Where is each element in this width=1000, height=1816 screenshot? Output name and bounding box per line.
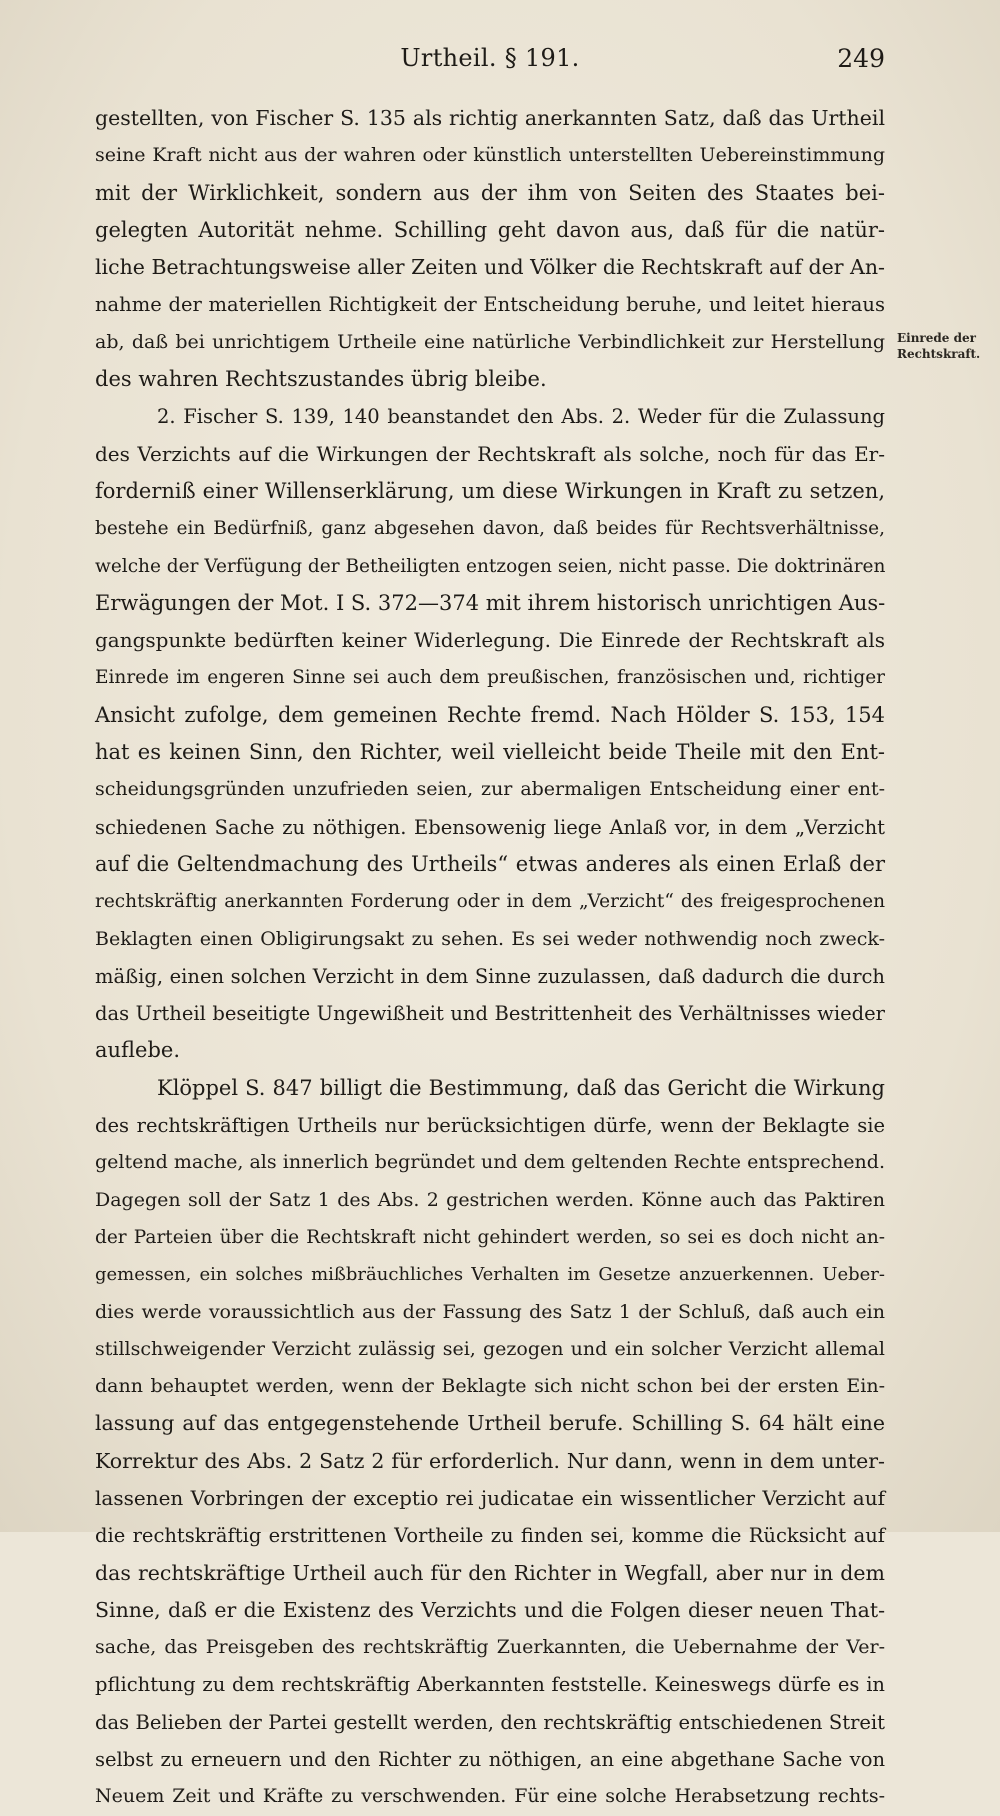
running-title: Urtheil. § 191. — [400, 44, 580, 72]
page-number: 249 — [837, 44, 885, 73]
text-line: sache, das Preisgeben des rechtskräftig Zuerkannten, die Uebernahme der Ver- — [95, 1636, 885, 1659]
text-line: das Belieben der Partei gestellt werden, den rechtskräftig entschiedenen Streit — [95, 1710, 885, 1734]
text-line: des Verzichts auf die Wirkungen der Rechtskraft als solche, noch für das Er- — [95, 441, 885, 466]
text-line: 2. Fischer S. 139, 140 beanstandet den Abs. 2. Weder für die Zulassung — [157, 405, 885, 429]
text-line: Korrektur des Abs. 2 Satz 2 für erforderlich. Nur dann, wenn in dem unter- — [95, 1448, 885, 1473]
text-line: Beklagten einen Obligirungsakt zu sehen. Es sei weder nothwendig noch zweck- — [95, 927, 885, 950]
text-line: bestehe ein Bedürfniß, ganz abgesehen davon, daß beides für Rechtsverhältnisse, — [95, 518, 885, 540]
text-line: ab, daß bei unrichtigem Urtheile eine natürliche Verbindlichkeit zur Herstellung — [95, 330, 885, 353]
text-line: selbst zu erneuern und den Richter zu nöthigen, an eine abgethane Sache von — [95, 1748, 885, 1772]
margin-note-line: Einrede der — [897, 331, 976, 345]
body-text — [95, 100, 885, 1816]
text-line: mit der Wirklichkeit, sondern aus der ihm von Seiten des Staates bei- — [95, 180, 885, 205]
text-line: mäßig, einen solchen Verzicht in dem Sinne zuzulassen, daß dadurch die durch — [95, 964, 885, 988]
text-line: Sinne, daß er die Existenz des Verzichts und die Folgen dieser neuen That- — [95, 1597, 885, 1622]
text-line: der Parteien über die Rechtskraft nicht gehindert werden, so sei es doch nicht an- — [95, 1226, 885, 1248]
text-line: geltend mache, als innerlich begründet und dem geltenden Rechte entsprechend. — [95, 1151, 885, 1174]
text-line: das rechtskräftige Urtheil auch für den Richter in Wegfall, aber nur in dem — [95, 1560, 885, 1585]
text-line: gemessen, ein solches mißbräuchliches Verhalten im Gesetze anzuerkennen. Ueber- — [95, 1264, 885, 1286]
text-line: stillschweigender Verzicht zulässig sei, gezogen und ein solcher Verzicht allemal — [95, 1337, 885, 1360]
text-line: gelegten Autorität nehme. Schilling geht davon aus, daß für die natür- — [95, 217, 885, 242]
text-line: forderniß einer Willenserklärung, um diese Wirkungen in Kraft zu setzen, — [95, 478, 885, 503]
text-line: welche der Verfügung der Betheiligten entzogen seien, nicht passe. Die doktrinären — [95, 555, 886, 577]
text-line: das Urtheil beseitigte Ungewißheit und Bestrittenheit des Verhältnisses wieder — [95, 1002, 885, 1026]
text-line: pflichtung zu dem rechtskräftig Aberkannten feststelle. Keineswegs dürfe es in — [95, 1673, 885, 1697]
text-line: schiedenen Sache zu nöthigen. Ebensowenig liege Anlaß vor, in dem „Verzicht — [95, 815, 885, 839]
text-line: Dagegen soll der Satz 1 des Abs. 2 gestrichen werden. Könne auch das Paktiren — [95, 1188, 885, 1211]
text-line: dann behauptet werden, wenn der Beklagte sich nicht schon bei der ersten Ein- — [95, 1375, 885, 1398]
text-line: seine Kraft nicht aus der wahren oder künstlich unterstellten Uebereinstimmung — [95, 144, 885, 167]
text-line: Klöppel S. 847 billigt die Bestimmung, daß das Gericht die Wirkung — [157, 1075, 885, 1100]
text-line: rechtskräftig anerkannten Forderung oder in dem „Verzicht“ des freigesprochenen — [95, 891, 885, 913]
text-line: lassenen Vorbringen der exceptio rei judicatae ein wissentlicher Verzicht auf — [95, 1485, 885, 1510]
text-line: dies werde voraussichtlich aus der Fassung des Satz 1 der Schluß, daß auch ein — [95, 1300, 885, 1323]
text-line: auf die Geltendmachung des Urtheils“ etwas anderes als einen Erlaß der — [95, 851, 885, 876]
text-line: Ansicht zufolge, dem gemeinen Rechte fremd. Nach Hölder S. 153, 154 — [95, 702, 885, 727]
text-line: des rechtskräftigen Urtheils nur berücksichtigen dürfe, wenn der Beklagte sie — [95, 1114, 885, 1138]
text-line: Neuem Zeit und Kräfte zu verschwenden. Für eine solche Herabsetzung rechts- — [95, 1785, 885, 1808]
text-line: scheidungsgründen unzufrieden seien, zur abermaligen Entscheidung einer ent- — [95, 778, 885, 801]
text-line: liche Betrachtungsweise aller Zeiten und Völker die Rechtskraft auf der An- — [95, 255, 885, 280]
text-line: nahme der materiellen Richtigkeit der Entscheidung beruhe, und leitet hieraus — [95, 293, 885, 317]
margin-note-line: Rechtskraft. — [897, 347, 981, 361]
text-line: lassung auf das entgegenstehende Urtheil berufe. Schilling S. 64 hält eine — [95, 1411, 885, 1436]
text-line: gangspunkte bedürften keiner Widerlegung. Die Einrede der Rechtskraft als — [95, 628, 885, 653]
text-line: gestellten, von Fischer S. 135 als richtig anerkannten Satz, daß das Urtheil — [95, 106, 885, 130]
text-line: des wahren Rechtszustandes übrig bleibe. — [95, 367, 547, 392]
margin-note — [897, 330, 997, 362]
text-line: Einrede im engeren Sinne sei auch dem preußischen, französischen und, richtiger — [95, 667, 885, 689]
text-line: auflebe. — [95, 1038, 181, 1063]
text-line: hat es keinen Sinn, den Richter, weil vielleicht beide Theile mit den Ent- — [95, 740, 885, 765]
running-header — [95, 42, 885, 76]
text-line: Erwägungen der Mot. I S. 372—374 mit ihrem historisch unrichtigen Aus- — [95, 590, 886, 615]
text-line: die rechtskräftig erstrittenen Vortheile zu finden sei, komme die Rücksicht auf — [95, 1524, 885, 1548]
